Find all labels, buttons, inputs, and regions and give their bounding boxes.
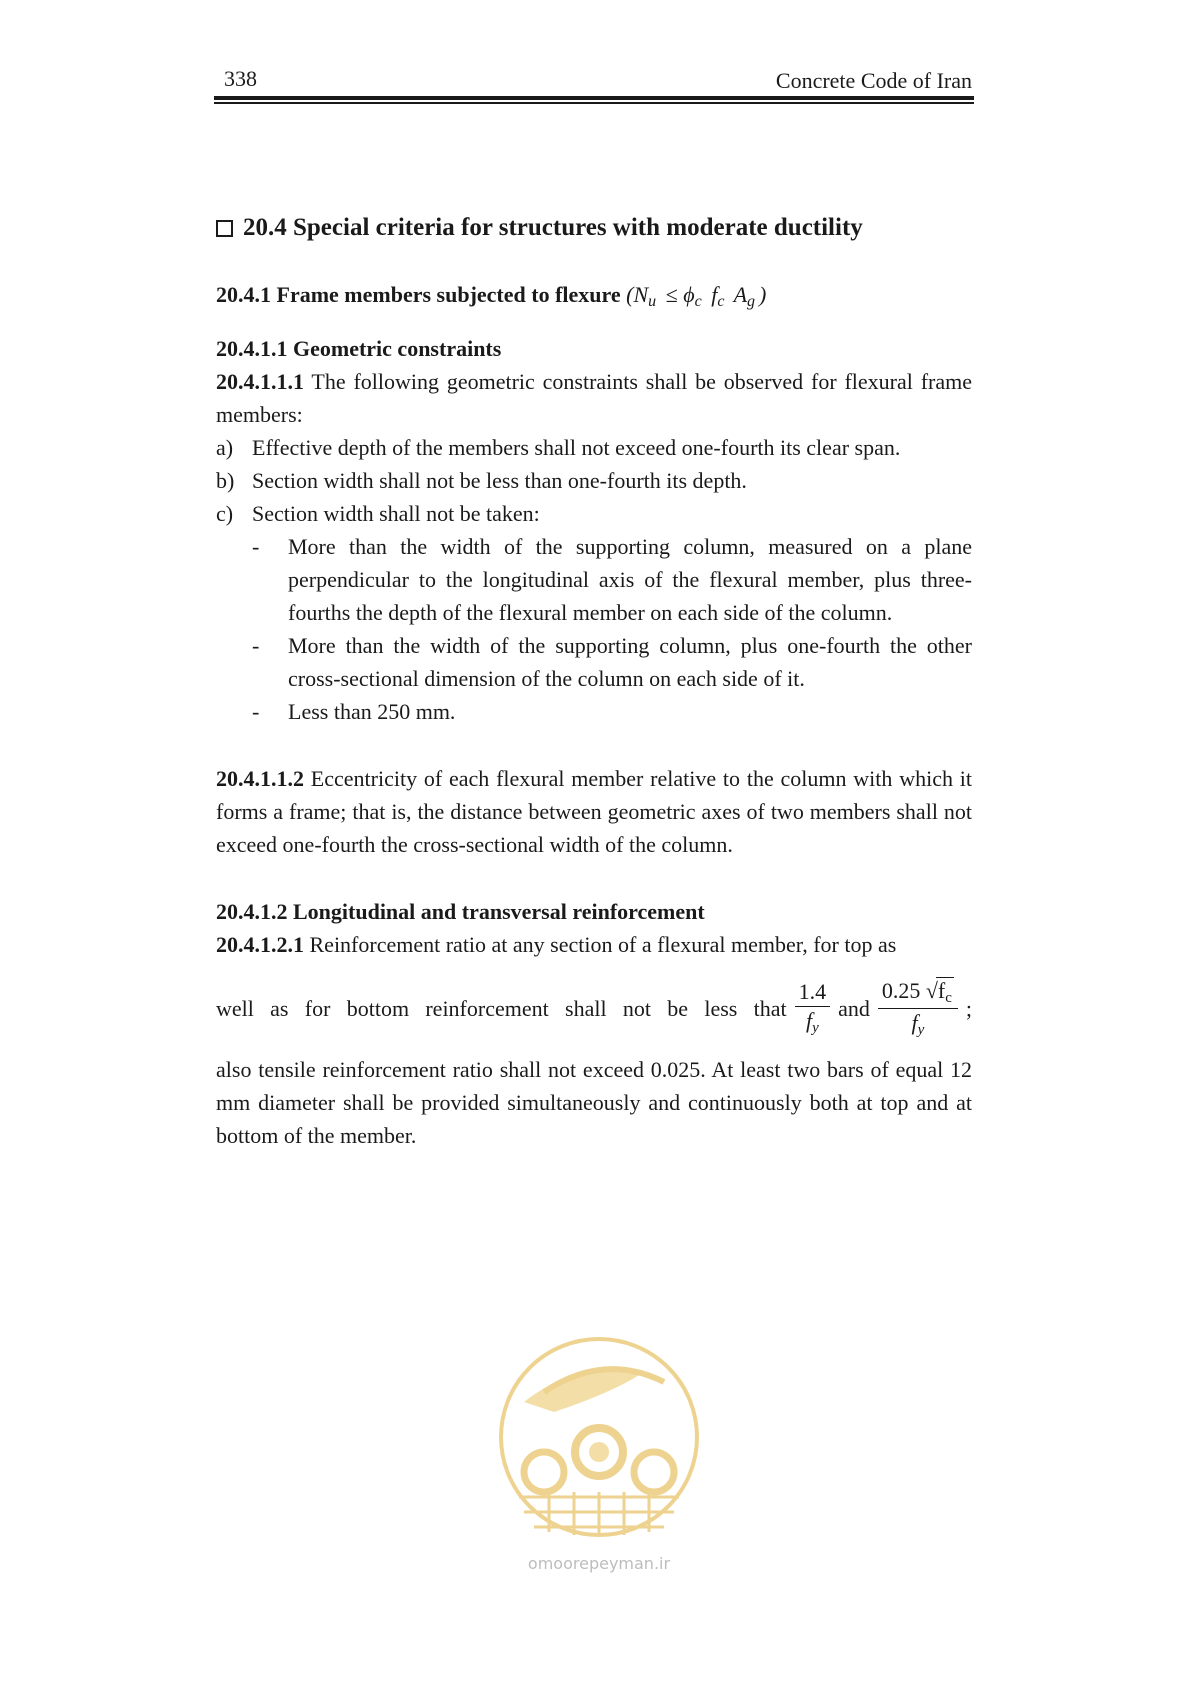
running-title: Concrete Code of Iran (775, 68, 972, 93)
clause-20-4-1-1-2: 20.4.1.1.2 Eccentricity of each flexural member relative to the column with which it forms a frame; that is, the distance between geometric axes of two members shall not exceed one-fourth the cross-sectional width of the column. (216, 766, 972, 857)
list-item: - Less than 250 mm. (252, 699, 456, 724)
checkbox-icon (216, 220, 233, 237)
semicolon: ; (965, 995, 972, 1021)
and-word: and (838, 995, 870, 1021)
section-width-list (216, 530, 972, 728)
section-heading-text: 20.4 Special criteria for structures with moderate ductility (243, 214, 863, 241)
geometric-constraints-heading: 20.4.1.1 Geometric constraints (216, 336, 502, 361)
clause-20-4-1-2-1-continued: also tensile reinforcement ratio shall not exceed 0.025. At least two bars of equal 12 mm diameter shall be provided simultaneously and continuously both at top and at bottom of the member. (216, 1057, 972, 1148)
constraint-list (216, 431, 972, 530)
watermark-logo-icon (494, 1332, 704, 1562)
page-content (216, 200, 972, 1152)
section-heading (216, 212, 972, 244)
page-number: 338 (224, 66, 257, 91)
list-item: a) Effective depth of the members shall not exceed one-fourth its clear span. (216, 435, 901, 460)
clause-20-4-1-2-1: 20.4.1.2.1 Reinforcement ratio at any section of a flexural member, for top as (216, 932, 897, 957)
list-item: - More than the width of the supporting column, plus one-fourth the other cross-sectional dimension of the column on each side of it. (252, 633, 972, 691)
subsection-heading-text: 20.4.1 Frame members subjected to flexure (216, 282, 621, 307)
subsection-heading (216, 278, 972, 314)
reinforcement-heading: 20.4.1.2 Longitudinal and transversal reinforcement (216, 899, 705, 924)
fraction-1-4-over-fy: $\frac{1.4}{f_y}$ (795, 978, 831, 1038)
watermark-url: omoorepeyman.ir (527, 1554, 671, 1573)
header-rule-thin (214, 102, 974, 104)
fraction-sqrt-fc-over-fy: 0.25 √ $f_c$ $f_y$ (878, 977, 958, 1040)
min-ratio-lead-text: well as for bottom reinforcement shall not be less that (216, 995, 787, 1021)
clause-20-4-1-1-1: 20.4.1.1.1 The following geometric constraints shall be observed for flexural frame members: (216, 369, 972, 427)
header-rule-thick (214, 96, 974, 100)
list-item: b) Section width shall not be less than one-fourth its depth. (216, 468, 747, 493)
flexure-condition-formula: ($N_u \le \phi_c$ $f_c$ $A_g$ ) (626, 282, 767, 310)
min-ratio-line (216, 969, 972, 1047)
list-item: - More than the width of the supporting column, measured on a plane perpendicular to the longitudinal axis of the flexural member, plus three-fourths the depth of the flexural member on each side of the column. (252, 534, 972, 625)
list-item: c) Section width shall not be taken: (216, 501, 540, 526)
